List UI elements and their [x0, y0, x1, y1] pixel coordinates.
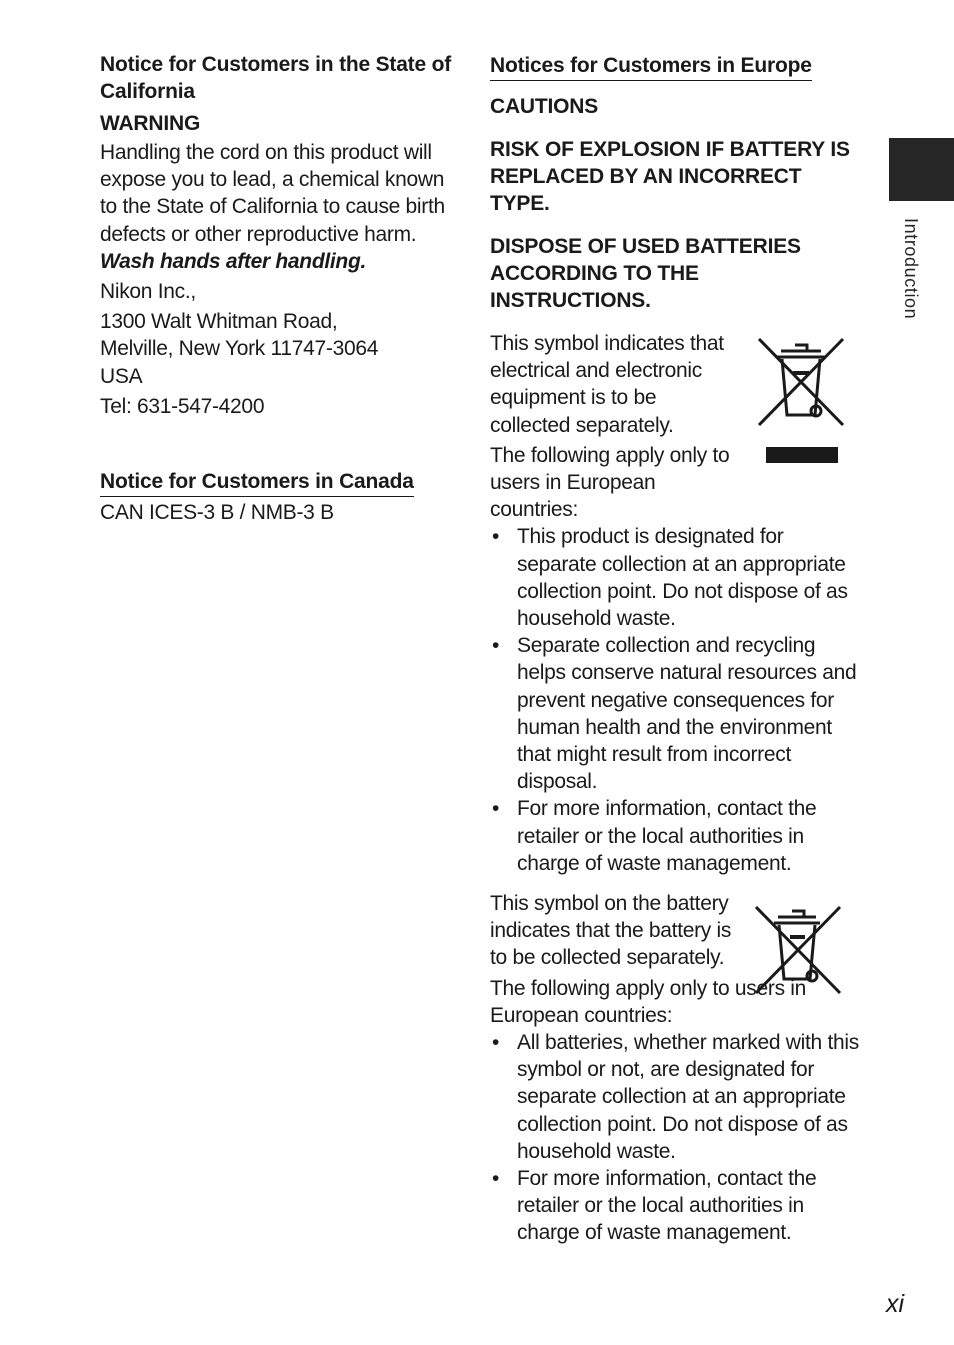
- warning-heading: WARNING: [100, 112, 201, 135]
- weee-bullet-list: [490, 523, 860, 877]
- section-tab: [889, 138, 954, 201]
- page-number: xi: [886, 1290, 905, 1318]
- weee-symbol-text: This symbol indicates that electrical and electronic equipment is to be collected separately.: [490, 332, 724, 437]
- weee-apply-text: The following apply only to users in European countries:: [490, 443, 730, 522]
- california-section: [100, 51, 465, 420]
- list-item: • Separate collection and recycling helps conserve natural resources and prevent negative consequences for human health and the environment that might result from incorrect disposal.: [490, 632, 860, 795]
- crossed-out-wheelie-bin-icon: [755, 335, 850, 467]
- europe-header: [490, 52, 860, 314]
- canada-section: [100, 468, 465, 526]
- warning-body: Handling the cord on this product will expose you to lead, a chemical known to the State of California to cause birth defects or other reproductive harm.: [100, 141, 445, 246]
- california-heading: Notice for Customers in the State of California: [100, 53, 452, 103]
- risk-warning: RISK OF EXPLOSION IF BATTERY IS REPLACED BY AN INCORRECT TYPE.: [490, 138, 850, 215]
- list-item: • This product is designated for separate collection at an appropriate collection point. Do not dispose of as household waste.: [490, 523, 860, 632]
- battery-symbol-text: This symbol on the battery indicates that the battery is to be collected separately.: [490, 892, 732, 970]
- address-country: USA: [100, 364, 143, 388]
- wash-hands-note: Wash hands after handling.: [100, 249, 367, 273]
- list-item: • For more information, contact the retailer or the local authorities in charge of waste management.: [490, 795, 860, 877]
- section-tab-label: Introduction: [901, 218, 921, 320]
- europe-heading: Notices for Customers in Europe: [490, 52, 812, 81]
- battery-apply-text: The following apply only to users in European countries:: [490, 976, 807, 1027]
- battery-bullet-list: [490, 1029, 860, 1247]
- address-line-1: 1300 Walt Whitman Road,: [100, 310, 338, 334]
- address-line-2: Melville, New York 11747-3064: [100, 337, 379, 361]
- list-item: • All batteries, whether marked with this symbol or not, are designated for separate collection at an appropriate collection point. Do not dispose of as household waste.: [490, 1029, 860, 1165]
- company-name: Nikon Inc.,: [100, 280, 196, 304]
- canada-heading: Notice for Customers in Canada: [100, 468, 414, 497]
- list-item: • For more information, contact the retailer or the local authorities in charge of waste management.: [490, 1165, 860, 1247]
- canada-body: CAN ICES-3 B / NMB-3 B: [100, 501, 334, 524]
- dispose-warning: DISPOSE OF USED BATTERIES ACCORDING TO THE INSTRUCTIONS.: [490, 235, 801, 312]
- telephone: Tel: 631-547-4200: [100, 394, 265, 418]
- crossed-out-wheelie-bin-icon: [752, 903, 844, 997]
- cautions-heading: CAUTIONS: [490, 95, 599, 118]
